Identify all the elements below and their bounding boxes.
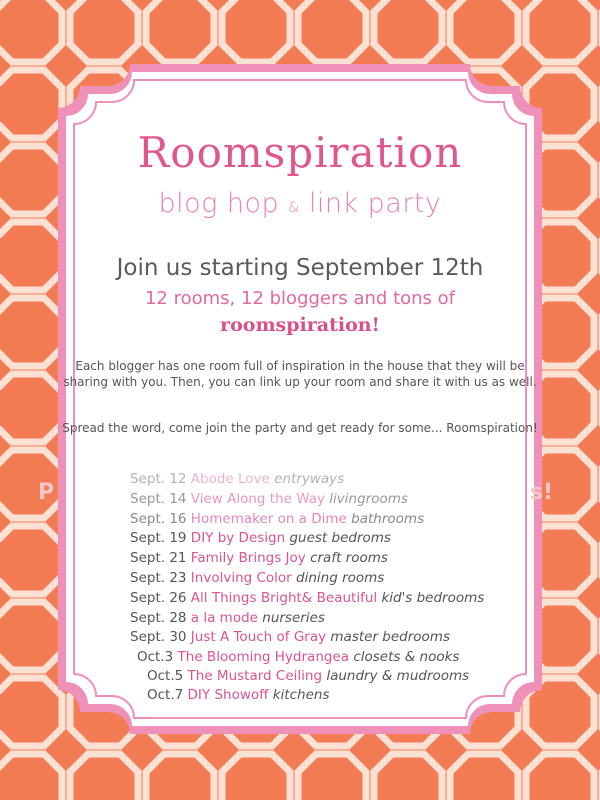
schedule-item	[130, 629, 450, 645]
schedule-item	[130, 610, 325, 626]
schedule-blog-link: DIY by Design	[190, 530, 286, 546]
schedule-room: craft rooms	[310, 550, 388, 566]
schedule-room: kitchens	[272, 687, 330, 703]
schedule-item	[130, 590, 484, 606]
schedule-room: guest bedroms	[289, 530, 391, 546]
schedule-blog-link: Just A Touch of Gray	[190, 629, 327, 645]
schedule-blog-link: DIY Showoff	[187, 687, 269, 703]
schedule-blog-link: Homemaker on a Dime	[190, 511, 347, 527]
schedule-blog-link: All Things Bright& Beautiful	[190, 590, 378, 606]
subtitle-part2: link party	[308, 188, 442, 219]
schedule-room: entryways	[274, 471, 345, 487]
schedule-item	[147, 687, 329, 703]
schedule-item	[147, 668, 469, 684]
schedule-blog-link: The Mustard Ceiling	[187, 668, 323, 684]
schedule-date: Oct.5	[147, 668, 184, 684]
schedule-room: kid's bedrooms	[381, 590, 485, 606]
schedule-date: Sept. 14	[130, 491, 187, 507]
schedule-item	[130, 471, 344, 487]
schedule-date: Oct.3	[137, 649, 174, 665]
schedule-blog-link: Involving Color	[190, 570, 292, 586]
tagline-line2: roomspiration!	[220, 314, 380, 336]
schedule-item	[130, 491, 408, 507]
schedule-date: Sept. 19	[130, 530, 187, 546]
schedule-blog-link: The Blooming Hydrangea	[177, 649, 350, 665]
schedule-blog-link: a la mode	[190, 610, 258, 626]
watermark-right: s!	[530, 480, 554, 505]
schedule-room: nurseries	[262, 610, 325, 626]
subtitle-part1: blog hop	[158, 188, 280, 219]
schedule-room: livingrooms	[329, 491, 408, 507]
tagline-line1: 12 rooms, 12 bloggers and tons of	[144, 288, 456, 309]
schedule-date: Sept. 28	[130, 610, 187, 626]
schedule-room: dining rooms	[296, 570, 385, 586]
schedule-blog-link: View Along the Way	[190, 491, 325, 507]
page-title: Roomspiration	[137, 128, 463, 177]
schedule-date: Sept. 12	[130, 471, 187, 487]
schedule-item	[130, 550, 388, 566]
schedule-date: Oct.7	[147, 687, 184, 703]
schedule-date: Sept. 23	[130, 570, 187, 586]
call-to-action-paragraph: Spread the word, come join the party and get ready for some... Roomspiration!	[62, 421, 538, 435]
schedule-blog-link: Abode Love	[190, 471, 270, 487]
schedule-date: Sept. 16	[130, 511, 187, 527]
schedule-room: master bedrooms	[330, 629, 450, 645]
schedule-room: bathrooms	[351, 511, 425, 527]
watermark-left: P	[38, 480, 55, 505]
headline: Join us starting September 12th	[116, 255, 484, 281]
schedule-item	[130, 530, 391, 546]
schedule-room: closets & nooks	[353, 649, 460, 665]
schedule-item	[137, 649, 459, 665]
schedule-blog-link: Family Brings Joy	[190, 550, 306, 566]
schedule-date: Sept. 21	[130, 550, 187, 566]
subtitle-ampersand: &	[288, 200, 300, 216]
schedule-date: Sept. 26	[130, 590, 187, 606]
schedule-room: laundry & mudrooms	[326, 668, 470, 684]
schedule-item	[130, 511, 424, 527]
schedule-date: Sept. 30	[130, 629, 187, 645]
description-paragraph: Each blogger has one room full of inspiration in the house that they will be sharing with you. Then, you can link up your room and share it with us as well.	[63, 359, 537, 389]
schedule-item	[130, 570, 384, 586]
